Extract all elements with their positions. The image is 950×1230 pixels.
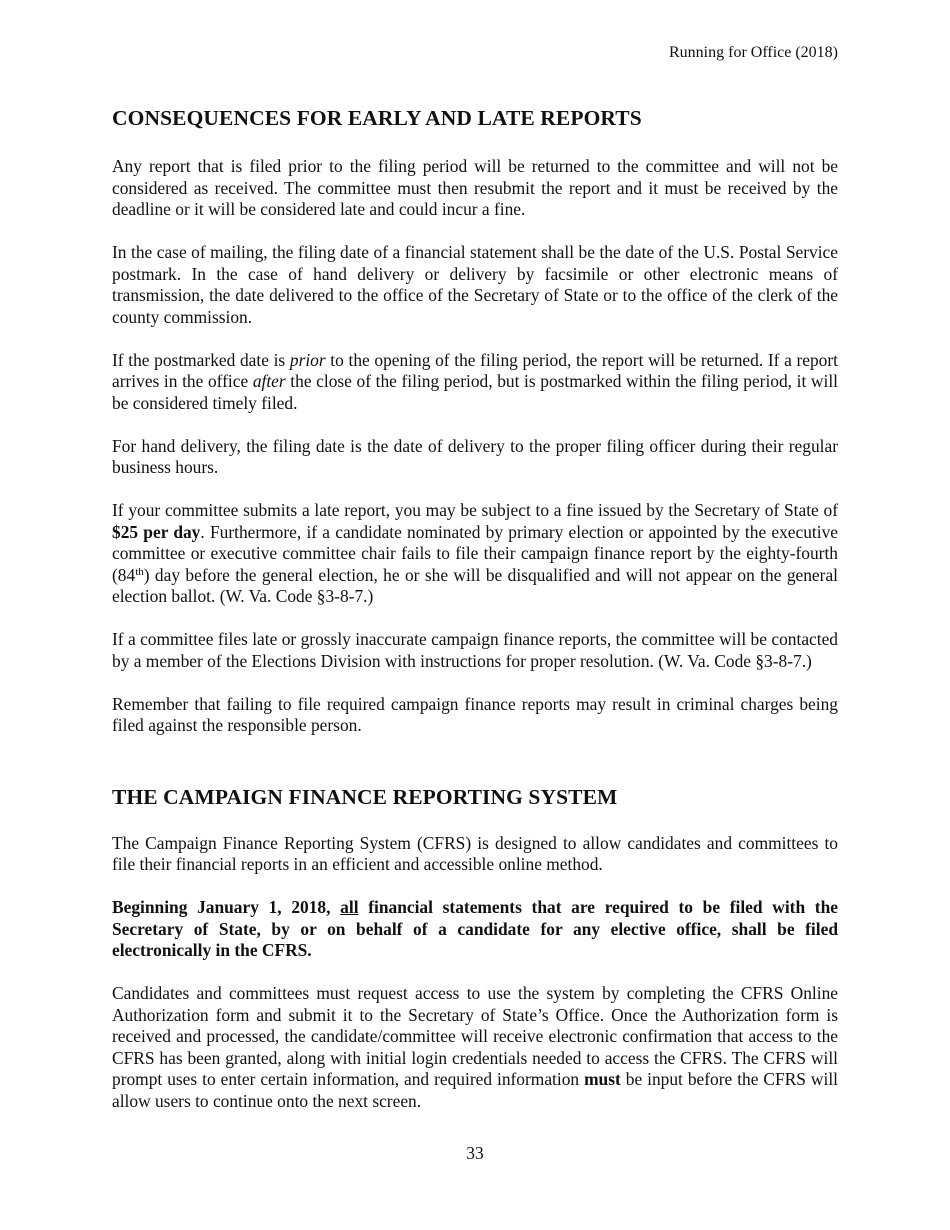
text-run: If your committee submits a late report, you may be subject to a fine issued by the Secretary of State of bbox=[112, 500, 838, 520]
text-run: ) day before the general election, he or she will be disqualified and will not appear on the general election ballot. (W. Va. Code §3-8-7.) bbox=[112, 564, 838, 606]
text-run: . Furthermore, if a candidate nominated by primary election or appointed by the executive committee or executive committee chair fails to file their campaign finance report by the eighty-fourth (84 bbox=[112, 521, 839, 585]
text-run: Beginning January 1, 2018, bbox=[112, 897, 341, 917]
emphasis-must: must bbox=[584, 1069, 621, 1089]
paragraph-postmark-timing bbox=[112, 350, 838, 415]
page-number: 33 bbox=[466, 1143, 484, 1163]
page-content bbox=[112, 104, 838, 1112]
paragraph-mailing-filing-date: In the case of mailing, the filing date of a financial statement shall be the date of the U.S. Postal Service postmark. In the case of hand delivery or delivery by facsimile or other electronic means of transmission, the date delivered to the office of the Secretary of State or to the office of the clerk of the county commission. bbox=[112, 242, 838, 327]
section-title-cfrs: THE CAMPAIGN FINANCE REPORTING SYSTEM bbox=[112, 784, 618, 809]
running-header: Running for Office (2018) bbox=[669, 44, 838, 61]
ordinal-suffix: th bbox=[135, 565, 144, 578]
paragraph-inaccurate-reports: If a committee files late or grossly inaccurate campaign finance reports, the committee will be contacted by a member of the Elections Division with instructions for proper resolution. (W. Va. Code §3-8-7.) bbox=[112, 629, 838, 671]
text-run: the close of the filing period, but is postmarked within the filing period, it will be considered timely filed. bbox=[112, 371, 838, 413]
paragraph-cfrs-access bbox=[112, 983, 838, 1112]
text-run: be input before the CFRS will allow users to continue onto the next screen. bbox=[112, 1069, 838, 1111]
paragraph-criminal-charges: Remember that failing to file required campaign finance reports may result in criminal charges being filed against the responsible person. bbox=[112, 693, 838, 735]
paragraph-electronic-filing-requirement bbox=[112, 897, 838, 962]
paragraph-hand-delivery: For hand delivery, the filing date is the date of delivery to the proper filing officer during their regular business hours. bbox=[112, 435, 838, 477]
paragraph-cfrs-intro: The Campaign Finance Reporting System (CFRS) is designed to allow candidates and committees to file their financial reports in an efficient and accessible online method. bbox=[112, 832, 838, 874]
emphasis-prior: prior bbox=[289, 349, 326, 370]
text-run: If the postmarked date is bbox=[112, 349, 290, 370]
paragraph-late-report-fine bbox=[112, 500, 838, 608]
underlined-all: all bbox=[340, 897, 359, 917]
emphasis-after: after bbox=[252, 371, 286, 391]
text-run: to the opening of the filing period, the report will be returned. If a report arrives in the office bbox=[112, 349, 838, 391]
section-title-consequences: CONSEQUENCES FOR EARLY AND LATE REPORTS bbox=[112, 106, 642, 130]
text-run: financial statements that are required to be filed with the Secretary of State, by or on behalf of a candidate for any elective office, shall be filed electronically in the CFRS. bbox=[112, 897, 838, 960]
paragraph-early-reports: Any report that is filed prior to the filing period will be returned to the committee and will not be considered as received. The committee must then resubmit the report and it must be received by the deadline or it will be considered late and could incur a fine. bbox=[112, 156, 838, 219]
fine-amount: $25 per day bbox=[112, 521, 201, 542]
text-run: Candidates and committees must request access to use the system by completing the CFRS Online Authorization form and submit it to the Secretary of State’s Office. Once the Authorization form is received and processed, the candidate/committee will receive electronic confirmation that access to the CFRS has been granted, along with initial login credentials needed to access the CFRS. The CFRS will prompt uses to enter certain information, and required information bbox=[112, 983, 838, 1089]
